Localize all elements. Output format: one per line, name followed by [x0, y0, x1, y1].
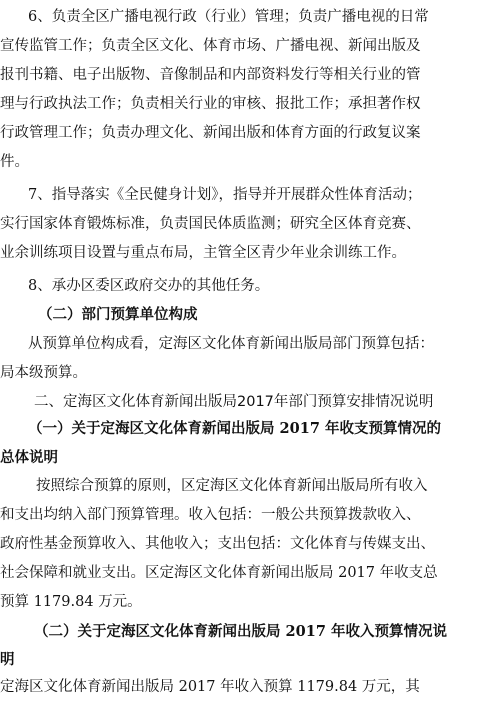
item-6-line-5: 行政管理工作；负责办理文化、新闻出版和体育方面的行政复议案 [0, 125, 421, 141]
income-line-1: 定海区文化体育新闻出版局 2017 年收入预算 1179.84 万元，其 [0, 679, 420, 695]
item-6-line-6: 件。 [0, 154, 29, 170]
heading-section-2: 二、定海区文化体育新闻出版局2017年部门预算安排情况说明 [34, 394, 434, 410]
item-6-line-1: 6、负责全区广播电视行政（行业）管理；负责广播电视的日常 [28, 9, 429, 25]
overall-line-1: 按照综合预算的原则，区定海区文化体育新闻出版局所有收入 [36, 478, 428, 494]
item-7-line-1: 7、指导落实《全民健身计划》，指导并开展群众性体育活动； [28, 187, 422, 203]
heading-overall-line-2: 总体说明 [0, 449, 58, 466]
heading-budget-units: （二）部门预算单位构成 [38, 306, 198, 323]
heading-income-line-2: 明 [0, 651, 15, 668]
item-8-line-1: 8、承办区委区政府交办的其他任务。 [28, 278, 270, 294]
budget-units-line-1: 从预算单位构成看，定海区文化体育新闻出版局部门预算包括： [28, 336, 434, 352]
budget-units-line-2: 局本级预算。 [0, 365, 87, 381]
item-6-line-2: 宣传监管工作；负责全区文化、体育市场、广播电视、新闻出版及 [0, 38, 421, 54]
item-6-line-3: 报刊书籍、电子出版物、音像制品和内部资料发行等相关行业的管 [0, 67, 421, 83]
item-6-line-4: 理与行政执法工作；负责相关行业的审核、报批工作；承担著作权 [0, 96, 421, 112]
item-7-line-2: 实行国家体育锻炼标准，负责国民体质监测；研究全区体育竞赛、 [0, 216, 421, 232]
overall-line-3: 政府性基金预算收入、其他收入；支出包括：文化体育与传媒支出、 [0, 536, 435, 552]
overall-line-5: 预算 1179.84 万元。 [0, 594, 142, 610]
item-7-line-3: 业余训练项目设置与重点布局，主管全区青少年业余训练工作。 [0, 245, 406, 261]
overall-line-4: 社会保障和就业支出。区定海区文化体育新闻出版局 2017 年收支总 [0, 565, 438, 581]
heading-overall-line-1: （一）关于定海区文化体育新闻出版局 2017 年收支预算情况的 [28, 420, 441, 437]
heading-income-line-1: （二）关于定海区文化体育新闻出版局 2017 年收入预算情况说 [34, 623, 447, 640]
overall-line-2: 和支出均纳入部门预算管理。收入包括：一般公共预算拨款收入、 [0, 507, 421, 523]
